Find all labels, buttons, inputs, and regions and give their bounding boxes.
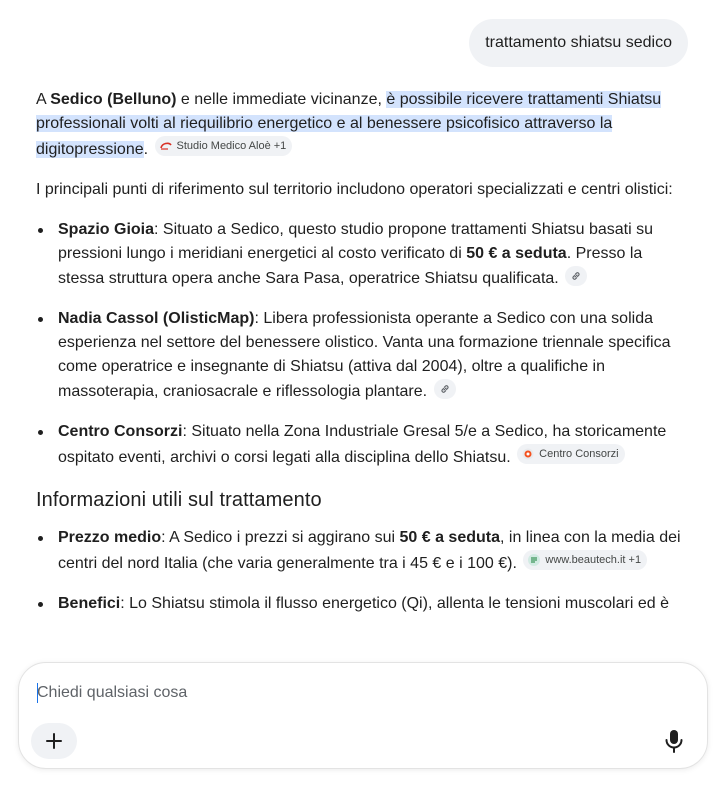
studio-medico-favicon-icon: [159, 139, 173, 153]
item-title: Benefici: [58, 595, 121, 612]
item-title: Centro Consorzi: [58, 423, 183, 440]
list-item: [36, 526, 690, 576]
intro-paragraph: [36, 88, 690, 162]
item-text: , in linea con la media dei centri del nord Italia (che varia generalmente tra i 45 € e i 100 €).: [58, 529, 681, 572]
item-text: : Libera professionista operante a Sedico con una solida esperienza nel settore del benessere olistico. Vanta una formazione triennale specifica come operatrice e insegnante di Shiatsu (attiva dal 2004), oltre a qualifiche in massoterapia, craniosacrale e riflessologia plantare.: [58, 310, 671, 400]
voice-input-button[interactable]: [663, 729, 685, 753]
item-title: Spazio Gioia: [58, 221, 155, 238]
link-icon: [570, 270, 582, 282]
user-query-text: trattamento shiatsu sedico: [485, 34, 672, 51]
source-chip-label: Centro Consorzi: [539, 448, 619, 460]
intro-location: Sedico (Belluno): [50, 91, 177, 108]
section-heading: Informazioni utili sul trattamento: [36, 489, 322, 511]
source-link-chip[interactable]: [434, 379, 456, 399]
chat-composer: [18, 662, 708, 769]
item-text: : Situato nella Zona Industriale Gresal 5/e a Sedico, ha storicamente ospitato eventi, archivi o corsi legati alla disciplina dello Shiatsu.: [58, 423, 667, 466]
intro-highlight: è possibile ricevere trattamenti Shiatsu professionali volti al riequilibrio energetico e al benessere psicofisico attraverso la digitopressione: [36, 91, 662, 158]
source-chip-beautech[interactable]: [523, 550, 647, 570]
item-text: : Lo Shiatsu stimola il flusso energetico (Qi), allenta le tensioni muscolari ed è: [120, 595, 669, 612]
intro-text-2: e nelle immediate vicinanze,: [176, 91, 387, 108]
intro-text-1: A: [36, 91, 51, 108]
link-icon: [439, 383, 451, 395]
lead-paragraph: I principali punti di riferimento sul territorio includono operatori specializzati e centri olistici:: [36, 181, 673, 198]
list-item: [36, 218, 690, 291]
item-price: 50 € a seduta: [399, 529, 500, 546]
chat-input[interactable]: [37, 681, 677, 705]
centro-consorzi-favicon-icon: [521, 447, 535, 461]
providers-list: [36, 218, 690, 470]
add-attachment-button[interactable]: [31, 723, 77, 759]
item-title: Prezzo medio: [58, 529, 162, 546]
info-list: [36, 526, 690, 616]
list-item: [36, 307, 690, 404]
item-text: : A Sedico i prezzi si aggirano sui: [161, 529, 400, 546]
item-text: . Presso la stessa struttura opera anche Sara Pasa, operatrice Shiatsu qualificata.: [58, 245, 643, 287]
list-item: [36, 420, 690, 470]
source-chip-centro-consorzi[interactable]: [517, 444, 624, 464]
ai-answer: [36, 88, 690, 632]
item-title: Nadia Cassol (OlisticMap): [58, 310, 255, 327]
source-chip-studio-medico[interactable]: [155, 136, 293, 156]
plus-icon: [45, 732, 63, 750]
beautech-favicon-icon: [527, 553, 541, 567]
text-caret: [37, 683, 38, 703]
user-query-bubble: [469, 19, 688, 67]
microphone-icon: [663, 729, 685, 753]
source-link-chip[interactable]: [565, 266, 587, 286]
scroll-fade: [0, 626, 714, 666]
source-chip-label: Studio Medico Aloè +1: [176, 140, 287, 152]
item-price: 50 € a seduta: [466, 245, 567, 262]
item-text: : Situato a Sedico, questo studio propone trattamenti Shiatsu basati su pressioni lungo i meridiani energetici al costo verificato di: [58, 221, 653, 262]
list-item: [36, 592, 690, 616]
intro-text-3: .: [143, 141, 149, 158]
source-chip-label: www.beautech.it +1: [545, 554, 642, 566]
